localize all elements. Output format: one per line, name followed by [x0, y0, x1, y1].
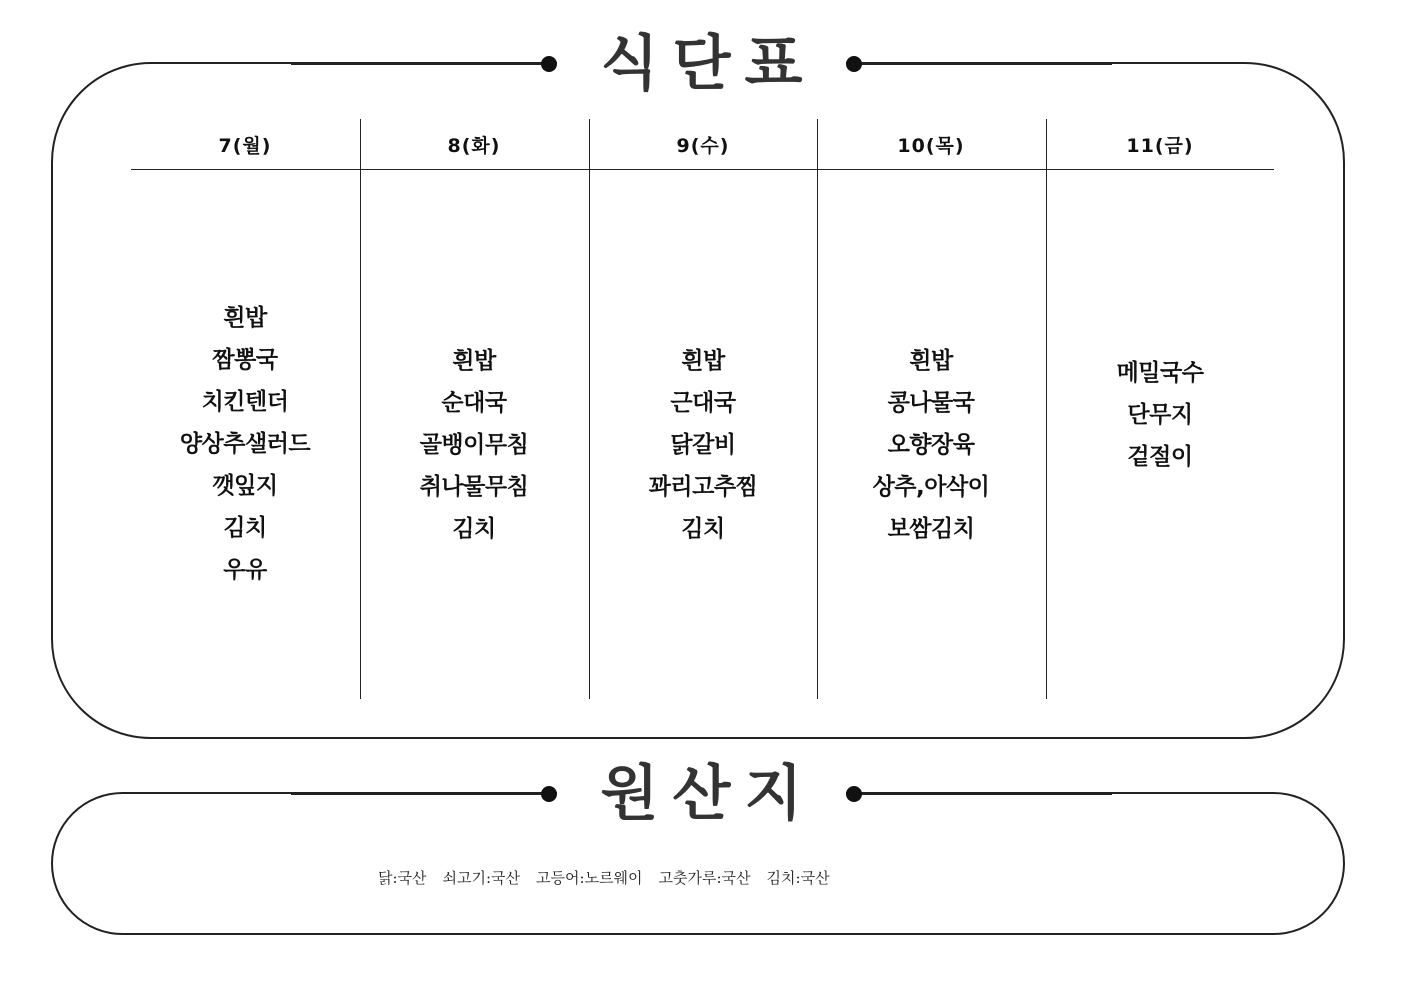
dish-item: 취나물무침	[419, 473, 529, 500]
day-column-thu	[817, 119, 1045, 699]
dish-list	[817, 170, 1045, 699]
dish-item: 양상추샐러드	[179, 430, 311, 457]
dish-list	[360, 170, 588, 699]
dish-item: 짬뽕국	[212, 346, 278, 373]
day-header: 9(수)	[676, 134, 730, 157]
dish-item: 오향장육	[887, 431, 975, 458]
day-header: 10(목)	[897, 134, 965, 157]
dish-item: 치킨텐더	[201, 388, 289, 415]
dish-item: 흰밥	[223, 304, 267, 331]
day-header: 11(금)	[1126, 134, 1194, 157]
day-column-mon	[131, 119, 359, 699]
dish-list	[589, 170, 817, 699]
dish-list	[131, 170, 359, 699]
dish-item: 단무지	[1127, 401, 1193, 428]
title-line-left	[291, 793, 541, 795]
dish-item: 상추,아삭이	[872, 473, 990, 500]
dish-item: 흰밥	[681, 347, 725, 374]
dish-list	[1046, 170, 1274, 699]
day-column-wed	[589, 119, 817, 699]
dish-item: 깻잎지	[212, 472, 278, 499]
menu-table	[131, 119, 1274, 699]
title-dot-left	[541, 786, 557, 802]
origin-item: 김치:국산	[766, 869, 830, 887]
title-dot-right	[846, 56, 862, 72]
origin-title: 원산지	[557, 754, 847, 834]
dish-item: 골뱅이무침	[419, 431, 529, 458]
dish-item: 겉절이	[1127, 443, 1193, 470]
origin-item: 쇠고기:국산	[442, 869, 521, 887]
title-line-right	[862, 63, 1112, 65]
day-column-tue	[360, 119, 588, 699]
origin-item: 닭:국산	[378, 869, 427, 887]
dish-item: 꽈리고추찜	[648, 473, 758, 500]
title-dot-right	[846, 786, 862, 802]
title-dot-left	[541, 56, 557, 72]
origin-item: 고등어:노르웨이	[536, 869, 643, 887]
day-column-fri	[1046, 119, 1274, 699]
dish-item: 근대국	[670, 389, 736, 416]
dish-item: 김치	[223, 514, 267, 541]
origin-item: 고춧가루:국산	[658, 869, 751, 887]
title-line-right	[862, 793, 1112, 795]
menu-title-bar	[0, 24, 1403, 104]
dish-item: 콩나물국	[887, 389, 975, 416]
day-header: 7(월)	[218, 134, 272, 157]
dish-item: 메밀국수	[1116, 359, 1204, 386]
dish-item: 흰밥	[909, 347, 953, 374]
title-line-left	[291, 63, 541, 65]
dish-item: 순대국	[441, 389, 507, 416]
dish-item: 김치	[681, 515, 725, 542]
menu-title: 식단표	[557, 24, 847, 104]
dish-item: 보쌈김치	[887, 515, 975, 542]
dish-item: 닭갈비	[670, 431, 736, 458]
dish-item: 우유	[223, 556, 267, 583]
origin-list	[378, 867, 830, 891]
dish-item: 김치	[452, 515, 496, 542]
origin-title-bar	[0, 754, 1403, 834]
dish-item: 흰밥	[452, 347, 496, 374]
day-header: 8(화)	[447, 134, 501, 157]
